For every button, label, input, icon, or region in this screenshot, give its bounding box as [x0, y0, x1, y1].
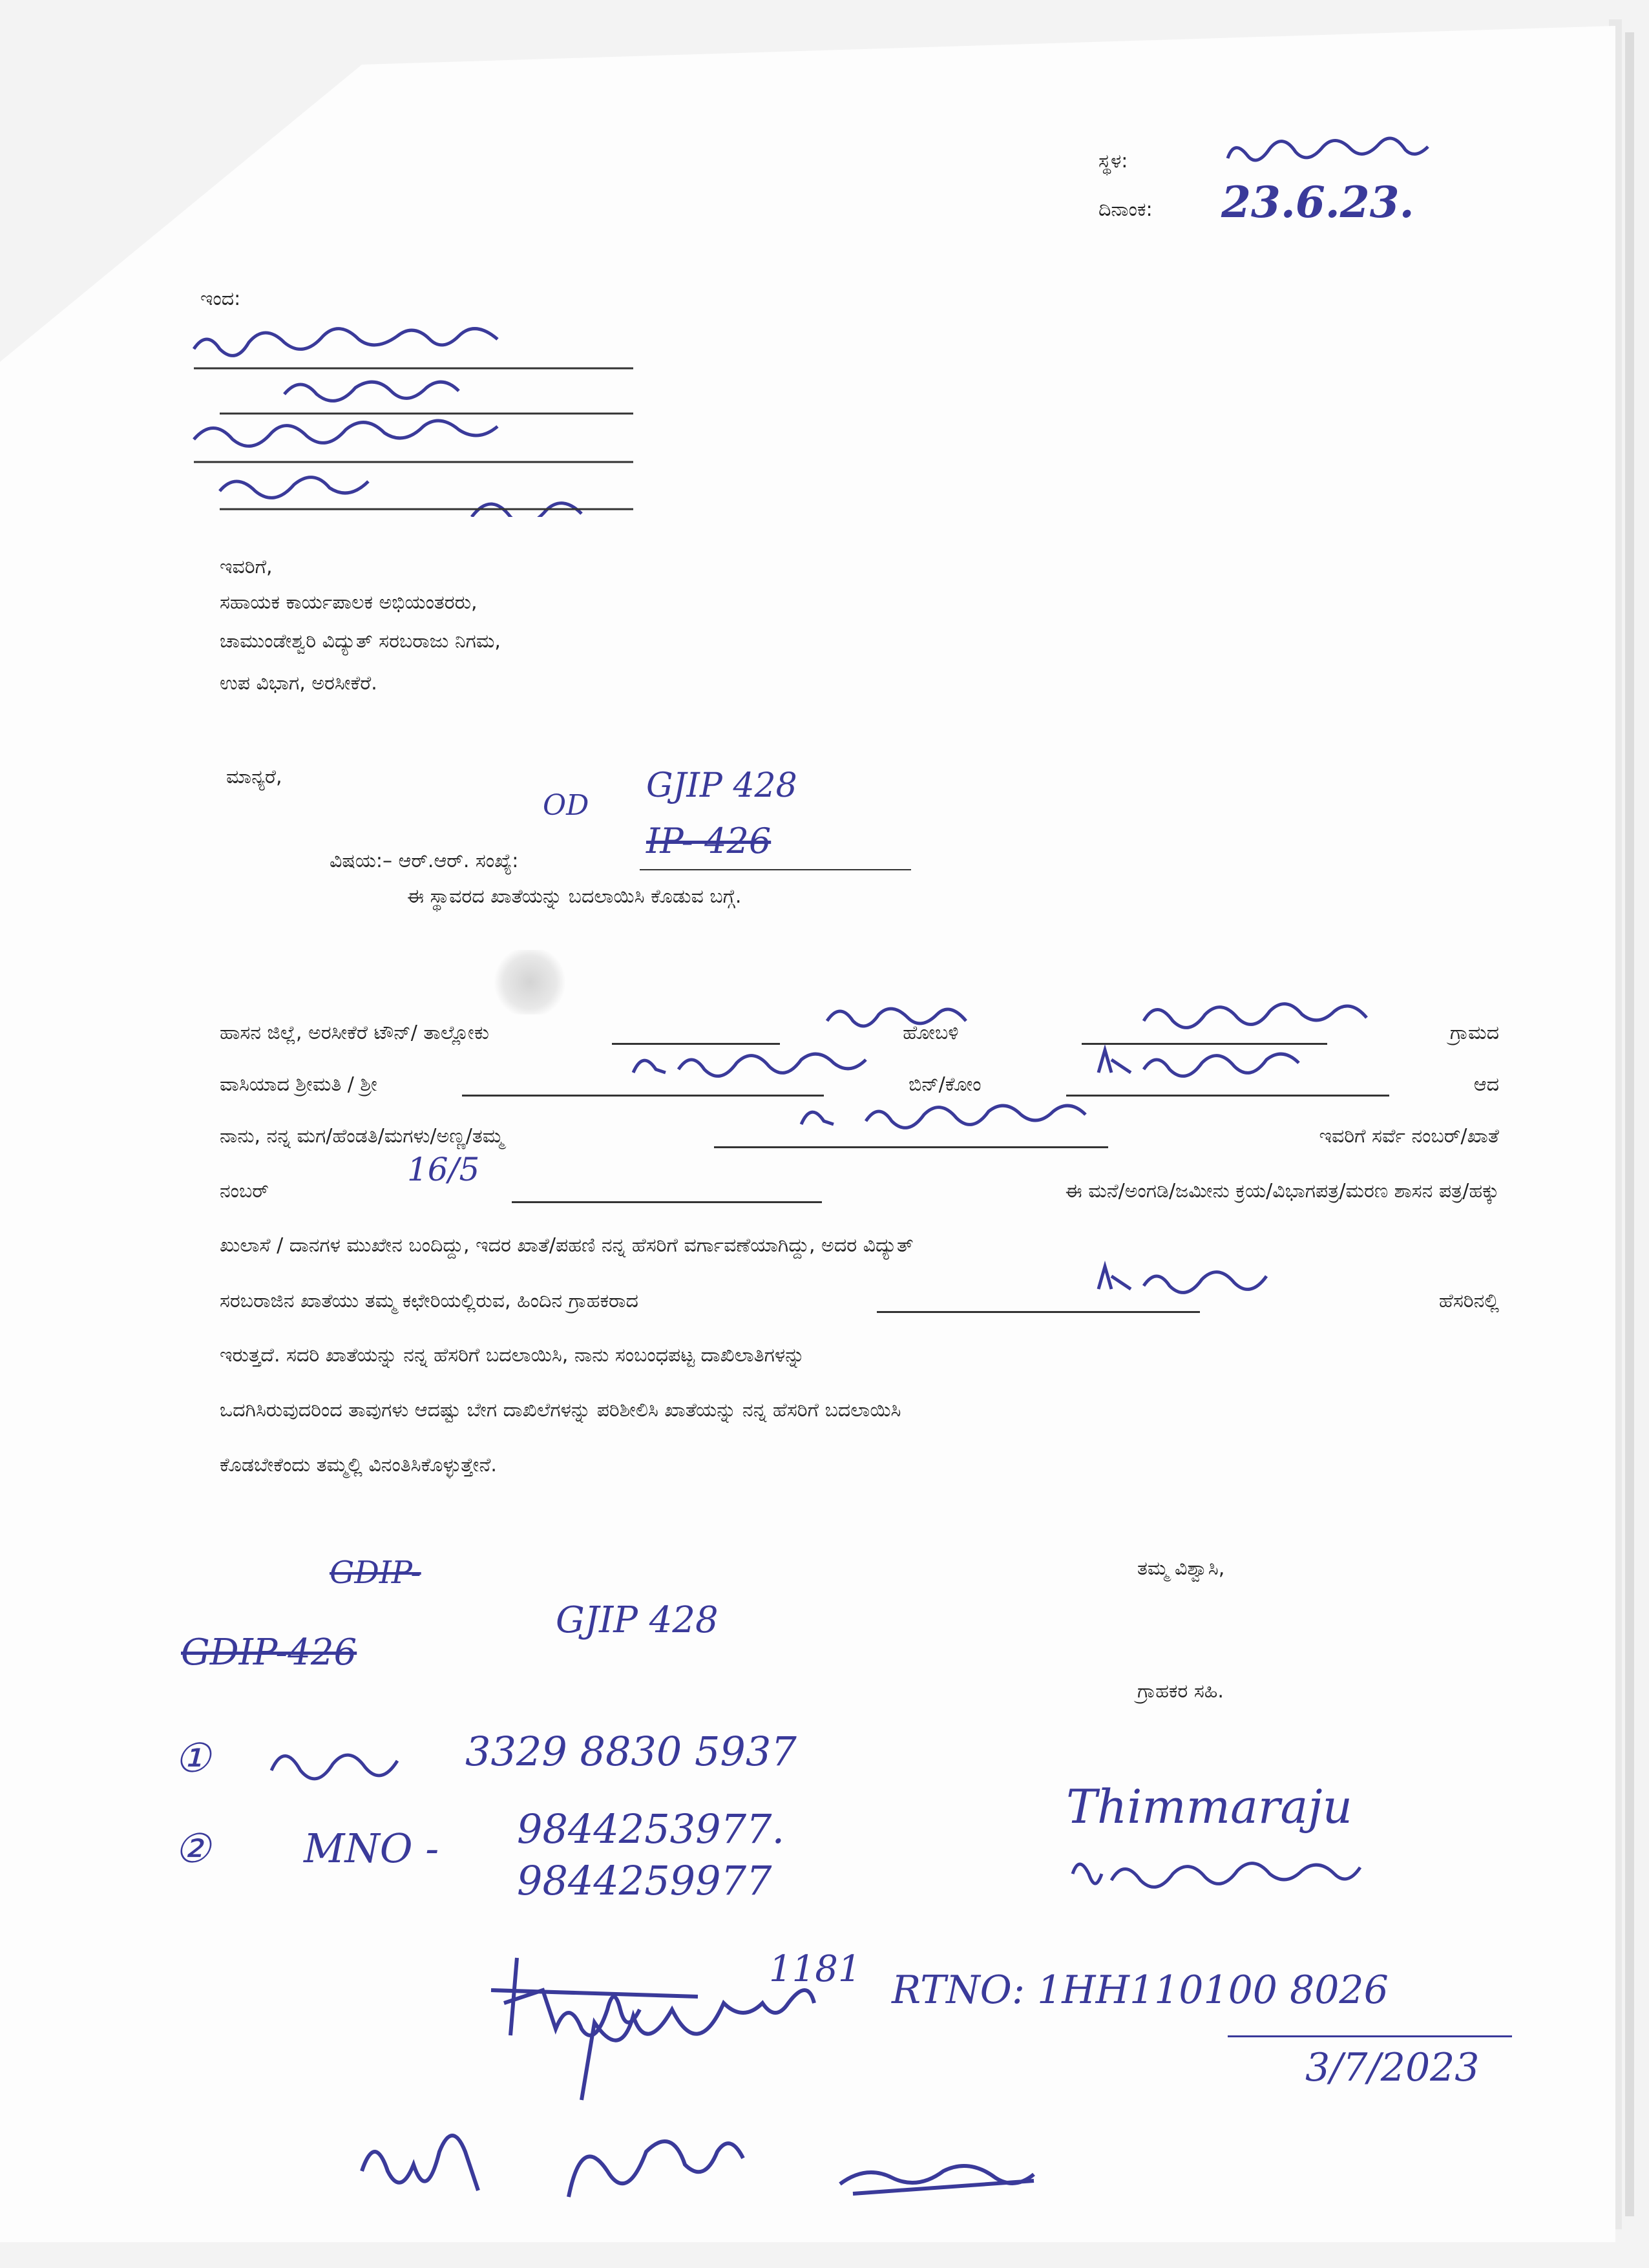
body-l2-a: ವಾಸಿಯಾದ ಶ್ರೀಮತಿ / ಶ್ರೀ [220, 1073, 377, 1096]
body-l1-b: ಹೋಬಳಿ [903, 1022, 959, 1044]
to-line-2: ಚಾಮುಂಡೇಶ್ವರಿ ವಿದ್ಯುತ್ ಸರಬರಾಜು ನಿಗಮ, [220, 630, 501, 653]
place-handwritten [1221, 129, 1467, 174]
small-number: 1181 [769, 1948, 861, 1990]
phone-number-1: 3329 8830 5937 [465, 1728, 797, 1775]
previous-customer-handwritten [1086, 1257, 1331, 1302]
subject-line-2: ಈ ಸ್ಥಾವರದ ಖಾತೆಯನ್ನು ಬದಲಾಯಿಸಿ ಕೊಡುವ ಬಗ್ಗೆ. [407, 885, 742, 908]
date-label: ದಿನಾಂಕ: [1098, 198, 1153, 221]
struck-note-2: GDIP-426 [181, 1632, 357, 1674]
customer-signature: Thimmaraju [1066, 1780, 1352, 1834]
body-l6-b: ಹೆಸರಿನಲ್ಲಿ [1438, 1290, 1499, 1312]
father-name-handwritten [1086, 1040, 1357, 1086]
body-line-9: ಕೊಡಬೇಕೆಂದು ತಮ್ಮಲ್ಲಿ ವಿನಂತಿಸಿಕೊಳ್ಳುತ್ತೇನೆ. [220, 1454, 497, 1476]
body-l8: ಒದಗಿಸಿರುವುದರಿಂದ ತಾವುಗಳು ಆದಷ್ಟು ಬೇಗ ದಾಖಿಲೆಗಳನ್ನು ಪರಿಶೀಲಿಸಿ ಖಾತೆಯನ್ನು ನನ್ನ ಹೆಸರಿಗೆ ಬದಲಾಯಿಸಿ [220, 1399, 901, 1422]
subject-od-note: OD [543, 789, 589, 822]
body-l2-c: ಆದ [1473, 1073, 1499, 1096]
body-line-8 [220, 1399, 1499, 1422]
struck-note-1: GDIP- [330, 1555, 421, 1591]
date-value: 23.6.23. [1221, 177, 1414, 227]
list-marker-2: ② [174, 1825, 211, 1872]
page-edge [1625, 32, 1634, 2216]
survey-number-value: 16/5 [407, 1151, 480, 1188]
taluk-handwritten [821, 995, 989, 1034]
subject-old-rr: IP- 426 [646, 821, 772, 861]
to-line-3: ಉಪ ವಿಭಾಗ, ಅರಸೀಕೆರೆ. [220, 672, 377, 695]
mobile-number-1: 9844253977. [517, 1805, 785, 1853]
closing-customer-sign: ಗ್ರಾಹಕರ ಸಹಿ. [1137, 1680, 1224, 1703]
village-handwritten [1137, 992, 1383, 1037]
body-line-7 [220, 1344, 1499, 1367]
subject-label: ವಿಷಯ:– ಆರ್.ಆರ್. ಸಂಖ್ಯೆ: [330, 850, 519, 872]
ink-smudge [494, 950, 565, 1014]
list-marker-1: ① [174, 1734, 211, 1781]
body-l6-a: ಸರಬರಾಜಿನ ಖಾತೆಯು ತಮ್ಮ ಕಛೇರಿಯಲ್ಲಿರುವ, ಹಿಂದಿನ ಗ್ರಾಹಕರಾದ [220, 1290, 638, 1312]
body-l1-a: ಹಾಸನ ಜಿಲ್ಲೆ, ಅರಸೀಕೆರೆ ಟೌನ್/ ತಾಲ್ಲೋಕು [220, 1022, 489, 1044]
relation-name-handwritten [788, 1092, 1124, 1137]
subject-new-rr: GJIP 428 [646, 766, 797, 805]
second-date: 3/7/2023 [1305, 2045, 1480, 2090]
new-rr-note: GJIP 428 [556, 1599, 719, 1641]
subject-underline [640, 869, 911, 870]
sender-address-handwritten [181, 304, 646, 517]
mobile-label: MNO - [304, 1825, 439, 1872]
body-l3-b: ಇವರಿಗೆ ಸರ್ವೆ ನಂಬರ್/ಖಾತೆ [1319, 1125, 1499, 1148]
rt-number: RTNO: 1HH110100 8026 [892, 1968, 1389, 2013]
applicant-name-handwritten [620, 1040, 911, 1086]
body-l2-b: ಬಿನ್/ಕೋಂ [909, 1073, 982, 1096]
body-l7: ಇರುತ್ತದೆ. ಸದರಿ ಖಾತೆಯನ್ನು ನನ್ನ ಹೆಸರಿಗೆ ಬದಲಾಯಿಸಿ, ನಾನು ಸಂಬಂಧಪಟ್ಟ ದಾಖಿಲಾತಿಗಳನ್ನು [220, 1344, 805, 1367]
body-l1-c: ಗ್ರಾಮದ [1449, 1022, 1499, 1044]
place-label: ಸ್ಥಳ: [1098, 150, 1128, 173]
date-underline [1228, 2035, 1512, 2037]
to-greeting: ಇವರಿಗೆ, [220, 556, 273, 578]
signature-name-handwritten [1066, 1848, 1428, 1900]
officer-signatures-handwritten [349, 1938, 1124, 2210]
phone-label-handwritten [265, 1732, 420, 1783]
closing-yours: ತಮ್ಮ ವಿಶ್ವಾಸಿ, [1137, 1557, 1225, 1580]
body-line-5 [220, 1234, 1499, 1257]
mobile-number-2: 9844259977 [517, 1857, 772, 1904]
to-line-1: ಸಹಾಯಕ ಕಾರ್ಯಪಾಲಕ ಅಭಿಯಂತರರು, [220, 591, 478, 614]
body-l4-b: ಈ ಮನೆ/ಅಂಗಡಿ/ಜಮೀನು ಕ್ರಯ/ವಿಭಾಗಪತ್ರ/ಮರಣ ಶಾಸನ ಪತ್ರ/ಹಕ್ಕು [1065, 1180, 1499, 1202]
from-label: ಇಂದ: [200, 288, 241, 310]
body-l4-a: ನಂಬರ್ [220, 1180, 269, 1202]
survey-number-blank [512, 1179, 822, 1203]
body-l3-a: ನಾನು, ನನ್ನ ಮಗ/ಹೆಂಡತಿ/ಮಗಳು/ಅಣ್ಣ/ತಮ್ಮ [220, 1125, 504, 1148]
body-l5: ಖುಲಾಸೆ / ದಾನಗಳ ಮುಖೇನ ಬಂದಿದ್ದು, ಇದರ ಖಾತೆ/ಪಹಣಿ ನನ್ನ ಹೆಸರಿಗೆ ವರ್ಗಾವಣೆಯಾಗಿದ್ದು, ಅದರ ವಿದ್ಯುತ್ [220, 1234, 914, 1257]
salutation: ಮಾನ್ಯರೆ, [226, 766, 282, 788]
